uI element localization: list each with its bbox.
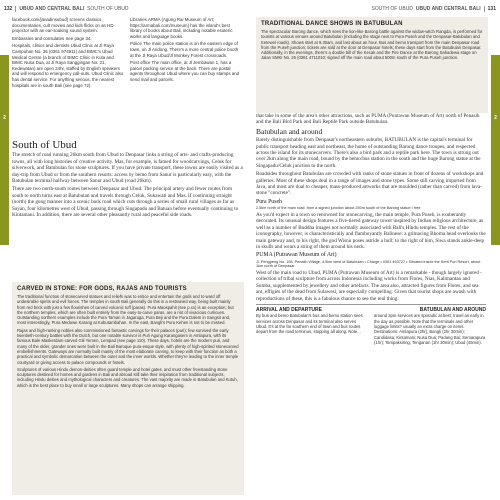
box-paragraph: Rajas and high-ranking nobles also commissioned fantastic carvings for their palaces (puri); few survived the early twentieth-century battles with the Dutch, but one notable survivor is Puri Agung Karangasem in Amlapura, with its famous Bale Maskerdam-carved Gili Yemen, Lempad (see page 110). These days, hotels are the modern puri, and many of the older, grander ones were built in the Bali Baroque pura-esque style, with plenty of high-spirited stonecarved embellishments. Gateways are normally built mainly of the most elaborate carving, to keep with their function as both a practical and symbolic demarcation between the outer and the inner worlds. Whether they're leading to the inner temple courtyard or giving access to palace compounds or hotels. bbox=[17, 327, 239, 365]
chapter-tab-right bbox=[491, 55, 500, 245]
arrival-text-col2: around 2pm services are sporadic at best; travel as early in the day as possible. Note that the terminals and other luggage limits? usually an extra charge on items. Destinations: Amlapura (2hr); Bangli (2hr 30min); Candidasa; Kintamani; Nusa Dua; Padang Bai; Semarapura (1hr); Tampaksiring; Tenganan (1hr 30min); Ubud (45min). bbox=[374, 313, 486, 345]
page-number-right: 131 bbox=[487, 6, 496, 12]
arrival-title: ARRIVAL AND DEPARTURE bbox=[256, 306, 322, 313]
page-number-left: 132 bbox=[4, 6, 13, 12]
divider bbox=[484, 6, 485, 12]
running-subtitle-left: SOUTH OF UBUD bbox=[87, 6, 129, 12]
cinema-text: facebook.com/janadinsubud) screens classics, documentaries, cult movies and kids flicks on an HD projector with an ear-soaking sound system. bbox=[12, 17, 114, 34]
chapter-number-left: 2 bbox=[3, 115, 6, 121]
carved-in-stone-box bbox=[12, 282, 244, 495]
intro-paragraph: that take in some of the area's other attractions, such as PUMA (Puntawan Museum of Art) north of Penasih and the Bali Bird Park and Bali Reptile Park outside Batubulan. bbox=[256, 113, 480, 126]
body-paragraph: West of the main road to Ubud, PUMA (Putrawan Museum of Art) is a remarkable - though largely ignored - collection of tribal sculpture from across Indonesia including works from Flores, Nias, Kalimantan and Sumba, supplemented by jewellery and other artefacts. The area also, attracted figures from Flores, and sea ant, effigies of the dead from Sulawesi, are especially compelling. Given that tourist shops are awash with reproductions of these, this is a fabulous chance to see the real thing. bbox=[256, 269, 482, 302]
dance-shows-box bbox=[256, 17, 488, 113]
embassies-text: Embassies and consulates See page 34. bbox=[12, 35, 92, 41]
libraries-text: Libraries ARMA (Agung Rai Museum of Art; https://armabali.com/museum) has the island's best library of books about Bali, including notable esoteric works and language books. bbox=[130, 17, 233, 39]
batubulan-heading: Batubulan and around bbox=[256, 126, 323, 136]
right-main-column bbox=[256, 113, 486, 345]
body-paragraph: Roadsides throughout Batubulan are crowded with ranks of stone statues in front of dozens of workshops and galleries. Most of these shops deal in a range of images and stone types. Some still carving imported from Java, and most are dual to cheaper, mass-produced artworks that are moulded (rather than carved) from lava-stone "concrete". bbox=[256, 171, 484, 197]
running-head-left bbox=[4, 4, 128, 14]
body-paragraph: The stretch of road running 26km south from Ubud to Denpasar links a string of arts- and crafts-producing towns, all with long histories of creative activity. Mas, for example, is famed for woodcarvings, Celuk for silverwork, and Batubulan for stone sculptures. If you have private transport, these towns are easily visited as a day-trip from Ubud or from the southern resorts: access by bemo from Sanur is particularly easy, with the Batubulan terminal halfway between Sanur and Ubud (road 26km). bbox=[12, 152, 243, 185]
puma-location: Jl. Pengpeng No. 108, Penatih Village, 4.5km west of Batubulan • Charge • 0361 463727 • Situated inside the Kerti Puri Resort, about 1km north of Denpasar bbox=[256, 259, 481, 269]
box-title: CARVED IN STONE: FOR GODS, RAJAS AND TOURISTS bbox=[17, 286, 187, 292]
body-paragraph: There are two north-south routes between Denpasar and Ubud. The principal artery and fewer routes from south to north turns east at Batubulan and travels through Celuk, Sukawati and Mas. If continuing straight (north) the gong manner into a scenic back road which cuts through a series of small rural villages as far as Sayan, four kilometres west of Ubud, passing through Singapadu and Batuan before eventually continuing to Kintamani. In addition, there are several other pleasantly rural and peaceful side roads. bbox=[12, 186, 239, 219]
box-paragraph: The spectacular Barong dance, which sees the lion-like Barong battle against the widow-witch Rangda, is performed for tourists at various venues around Batubulan (including the stage next to Pura Puseh and the Denpasar-Batubulan and Ketewel roads). Shows start at 9.30am, and last about an hour. Bus and bemo transport from the main Denpasar road from the Puseh junction; tickets are sold at the door at Denpasar hotels; these days start from the Batubulan Denpasar. Additionally, in the evenings, there's a double bill of the Kecak and the Fire Dance at the Barong Sahadewa stage on Jalan SMKI No. 25 (0361 4711010; signed off the main road about 500m south of the Pura Puseh junction. bbox=[261, 29, 483, 61]
box-title: TRADITIONAL DANCE SHOWS IN BATUBULAN bbox=[261, 21, 403, 27]
running-title-left: UBUD AND CENTRAL BALI bbox=[19, 6, 85, 12]
running-subtitle-right: UBUD AND CENTRAL BALI bbox=[415, 6, 481, 12]
chapter-number-right: 2 bbox=[494, 115, 497, 121]
body-paragraph: Barely distinguishable from Denpasar's northeastern suburbs, BATUBULAN is the capital's terminal for public transport heading east and northeast, the home of outstanding Barong dance troupes, and respected across the island for its stonecarvers. There's also a bird park and a reptile park here. The town is strung out over 2km along the main road, bound by the bemo/bus station in the south and the huge Barong statue at the Singapadu/Celuk junction to the north. bbox=[256, 137, 481, 169]
post-office-text: Post office The main office, at Jl Jembawan 1, has a parcel packing service at the back. There are postal agents throughout Ubud where you can buy stamps and send mail and parcels. bbox=[130, 60, 240, 82]
pura-puseh-heading: Pura Puseh bbox=[256, 198, 282, 205]
chapter-tab-left bbox=[0, 55, 9, 245]
box-paragraph: The traditional function of stonecarved statues and reliefs was to entice and entertain the gods and to ward off undesirable spirits and evil forces. The temples in south Bali generally do this in a restrained way, being built mainly from red brick with just a few flourishes of carved volcanic tuff (paras). Pura Maospahit (see p.xx) is an exception; but the northern temples, which are often built entirely from the easy-to-carve paras, are a riot of vivacious curlicues. Outstanding northern examples include the Pura Taman in Jagaraga, Pura Beji and the Pura Dalem in Sangsit and, most interestingly, Pura Meduwe Karang at Kubutambahan. In the east, Bangli's Pura Kehen is not to be missed. bbox=[17, 294, 234, 326]
pura-puseh-location: 2.5km north of the main road. from a signed junction about 250m south of the Barong statue • free bbox=[256, 206, 421, 211]
body-paragraph: As you'd expect in a town so renowned for stonecarving, the main temple, Pura Puseh, is exuberantly decorated. Its unusual design features a five-tiered gateway tower inspired by Indian religious architecture, as well as a number of Buddha images not normally associated with Bali's Hindu temples. The rest of the iconography, however, is characteristically and flamboyantly Balinese: a grimacing Bhoma head overlooks the main gateway and, to his right, the god Wisnu poses astride a bull; to the right of him, Siwa stands ankle-deep in skulls and wears a string of them around his neck. bbox=[256, 211, 486, 250]
puma-heading: PUMA (Putrawan Museum of Art) bbox=[256, 252, 337, 259]
section-heading: South of Ubud bbox=[12, 139, 77, 151]
arrival-location: BATUBULAN AND AROUND bbox=[419, 306, 486, 313]
police-text: Police The main police station is on the eastern edge of town, on Jl Andong. There's a more central police booth at the Jl Raya Ubud/Jl Monkey Forest crossroads. bbox=[130, 41, 239, 58]
running-title-right: SOUTH OF UBUD bbox=[371, 6, 413, 12]
hospitals-text: Hospitals, clinics and dentists Ubud Clinic at Jl Raya Campuhan No. 36 (0361 974911) and BIMC's Ubud Medical Centre (a branch of BIMC Clinic in Kuta and BIMC Nusa Dua, at Jl Raya Sanggingan No. 21, Kedewatan) are open 24hr, staffed by English speakers and will respond to emergency call-outs. Ubud Clinic also has dental service. For anything serious, the nearest hospitals are in south Bali (see page 72). bbox=[12, 43, 124, 88]
practical-info-col1 bbox=[12, 17, 124, 90]
arrival-text-col1: By bus and bemo Batubulan's bus and bemo station sees services across Denpasar and its terminal also serves Ubud. It's at the far southern end of town and bus routes depart from the road terminus, stopping all along. Note... bbox=[256, 313, 363, 335]
arrival-departure-header bbox=[256, 304, 486, 313]
arrival-columns bbox=[256, 313, 486, 345]
running-head-right bbox=[372, 4, 496, 14]
divider bbox=[15, 6, 16, 12]
practical-info-col2 bbox=[130, 17, 242, 85]
south-of-ubud-section bbox=[12, 139, 244, 220]
box-paragraph: Sculptures of various Hindu demon-deities often guard temple and hotel gates, and must other freestanding stone sculptures destined for homes and gardens in Bali and abroad still take their inspiration from traditional subjects, including Hindu deities and mythological characters and creatures. The vast majority are made in Batubulan and Kutuh, which is the best place to buy small or large sculptures. Many shops can arrange shipping. bbox=[17, 366, 238, 388]
